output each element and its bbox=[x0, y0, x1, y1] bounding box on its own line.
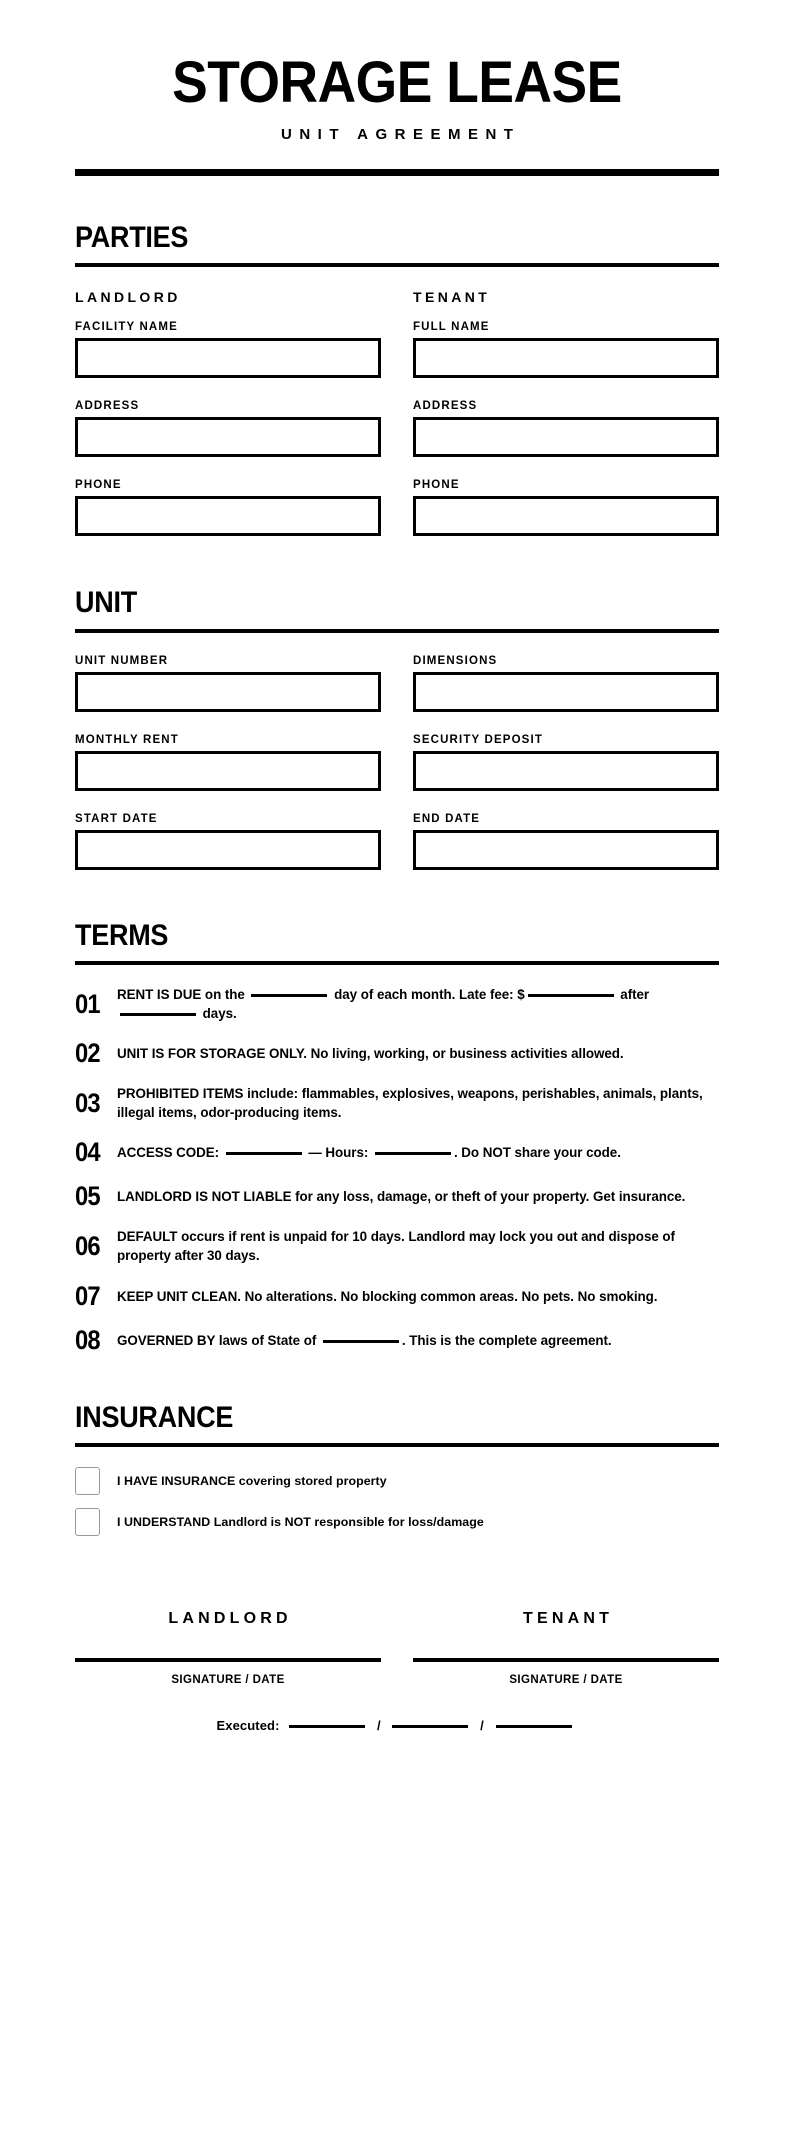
term-number: 04 bbox=[75, 1137, 100, 1168]
terms-section bbox=[75, 920, 719, 1354]
term-text bbox=[117, 1227, 719, 1265]
term-item bbox=[75, 1280, 719, 1311]
tenant-full-name-field bbox=[413, 321, 719, 378]
terms-section-title: TERMS bbox=[75, 918, 169, 952]
executed-month-blank[interactable] bbox=[289, 1725, 365, 1728]
landlord-address-field bbox=[75, 400, 381, 457]
unit-number-input[interactable] bbox=[75, 672, 381, 712]
landlord-signature-block bbox=[75, 1610, 381, 1686]
landlord-facility-name-input[interactable] bbox=[75, 338, 381, 378]
unit-row-1 bbox=[75, 655, 719, 712]
term-blank[interactable] bbox=[528, 994, 614, 997]
executed-separator-1: / bbox=[376, 1718, 381, 1734]
term-number: 01 bbox=[75, 988, 100, 1019]
insurance-checkbox-row-1[interactable] bbox=[75, 1467, 719, 1495]
term-blank[interactable] bbox=[375, 1152, 451, 1155]
unit-dimensions-label: DIMENSIONS bbox=[413, 654, 498, 667]
term-blank[interactable] bbox=[226, 1152, 302, 1155]
tenant-full-name-input[interactable] bbox=[413, 338, 719, 378]
term-blank[interactable] bbox=[251, 994, 327, 997]
understand-liability-label: I UNDERSTAND Landlord is NOT responsible for loss/damage bbox=[117, 1515, 484, 1530]
document-header bbox=[75, 0, 719, 176]
term-text-run: . This is the complete agreement. bbox=[401, 1332, 612, 1348]
header-divider bbox=[75, 169, 719, 176]
term-number: 08 bbox=[75, 1324, 100, 1355]
term-text-run: DEFAULT occurs if rent is unpaid for 10 days. Landlord may lock you out and dispose of property after 30 days. bbox=[117, 1229, 675, 1264]
term-number: 02 bbox=[75, 1038, 100, 1069]
term-text-run: RENT IS DUE on the bbox=[117, 987, 249, 1003]
term-item bbox=[75, 1139, 719, 1166]
term-text-run: days. bbox=[199, 1006, 237, 1022]
unit-start-date-field bbox=[75, 813, 381, 870]
term-item bbox=[75, 1324, 719, 1355]
executed-label: Executed: bbox=[216, 1718, 280, 1734]
term-text bbox=[117, 1084, 719, 1122]
tenant-address-field bbox=[413, 400, 719, 457]
tenant-full-name-label: FULL NAME bbox=[413, 321, 490, 334]
landlord-signature-party: LANDLORD bbox=[168, 1610, 292, 1628]
insurance-checkbox-row-2[interactable] bbox=[75, 1508, 719, 1536]
term-text bbox=[117, 1143, 719, 1162]
understand-liability-checkbox[interactable] bbox=[75, 1508, 100, 1536]
insurance-checkbox-list bbox=[75, 1467, 719, 1536]
terms-divider bbox=[75, 961, 719, 965]
tenant-phone-label: PHONE bbox=[413, 479, 460, 492]
term-text-run: — Hours: bbox=[304, 1145, 372, 1161]
unit-security-deposit-input[interactable] bbox=[413, 751, 719, 791]
executed-day-blank[interactable] bbox=[392, 1725, 468, 1728]
tenant-address-input[interactable] bbox=[413, 417, 719, 457]
term-item bbox=[75, 1040, 719, 1067]
term-item bbox=[75, 1084, 719, 1122]
term-number: 06 bbox=[75, 1230, 100, 1261]
unit-section-title: UNIT bbox=[75, 586, 137, 620]
term-blank[interactable] bbox=[120, 1013, 196, 1016]
tenant-signature-party: TENANT bbox=[523, 1610, 614, 1628]
term-item bbox=[75, 985, 719, 1023]
unit-dimensions-field bbox=[413, 655, 719, 712]
tenant-signature-block bbox=[413, 1610, 719, 1686]
unit-security-deposit-field bbox=[413, 734, 719, 791]
unit-monthly-rent-input[interactable] bbox=[75, 751, 381, 791]
tenant-signature-line[interactable] bbox=[413, 1658, 719, 1662]
term-text-run: ACCESS CODE: bbox=[117, 1145, 223, 1161]
term-text-run: . Do NOT share your code. bbox=[453, 1145, 621, 1161]
page-subtitle: UNIT AGREEMENT bbox=[281, 125, 521, 143]
landlord-phone-field bbox=[75, 479, 381, 536]
signature-section bbox=[75, 1610, 719, 1686]
landlord-signature-caption: SIGNATURE / DATE bbox=[171, 1674, 285, 1687]
landlord-phone-input[interactable] bbox=[75, 496, 381, 536]
terms-list bbox=[75, 985, 719, 1353]
parties-section-title: PARTIES bbox=[75, 220, 189, 254]
term-text-run: GOVERNED BY laws of State of bbox=[117, 1332, 320, 1348]
unit-end-date-field bbox=[413, 813, 719, 870]
term-text-run: UNIT IS FOR STORAGE ONLY. No living, working, or business activities allowed. bbox=[117, 1046, 624, 1062]
tenant-heading: TENANT bbox=[413, 289, 491, 306]
landlord-facility-name-field bbox=[75, 321, 381, 378]
executed-line bbox=[75, 1718, 719, 1793]
landlord-address-label: ADDRESS bbox=[75, 400, 140, 413]
insurance-divider bbox=[75, 1443, 719, 1447]
tenant-address-label: ADDRESS bbox=[413, 400, 478, 413]
term-text-run: day of each month. Late fee: $ bbox=[330, 987, 525, 1003]
term-text bbox=[117, 1287, 719, 1306]
landlord-phone-label: PHONE bbox=[75, 479, 122, 492]
landlord-address-input[interactable] bbox=[75, 417, 381, 457]
term-text bbox=[117, 985, 719, 1023]
term-blank[interactable] bbox=[323, 1340, 399, 1343]
term-text-run: LANDLORD IS NOT LIABLE for any loss, damage, or theft of your property. Get insurance. bbox=[117, 1189, 686, 1205]
unit-dimensions-input[interactable] bbox=[413, 672, 719, 712]
unit-end-date-input[interactable] bbox=[413, 830, 719, 870]
parties-divider bbox=[75, 263, 719, 267]
term-text-run: after bbox=[616, 987, 650, 1003]
unit-number-label: UNIT NUMBER bbox=[75, 654, 169, 667]
unit-monthly-rent-label: MONTHLY RENT bbox=[75, 733, 179, 746]
have-insurance-label: I HAVE INSURANCE covering stored property bbox=[117, 1474, 387, 1489]
term-text-run: KEEP UNIT CLEAN. No alterations. No blocking common areas. No pets. No smoking. bbox=[117, 1288, 658, 1304]
insurance-section-title: INSURANCE bbox=[75, 1400, 234, 1434]
have-insurance-checkbox[interactable] bbox=[75, 1467, 100, 1495]
executed-separator-2: / bbox=[480, 1718, 484, 1734]
unit-security-deposit-label: SECURITY DEPOSIT bbox=[413, 733, 544, 746]
landlord-signature-line[interactable] bbox=[75, 1658, 381, 1662]
unit-monthly-rent-field bbox=[75, 734, 381, 791]
page-title: STORAGE LEASE bbox=[172, 50, 622, 115]
term-item bbox=[75, 1227, 719, 1265]
tenant-phone-field bbox=[413, 479, 719, 536]
landlord-column bbox=[75, 289, 381, 541]
term-text bbox=[117, 1187, 719, 1206]
landlord-facility-name-label: FACILITY NAME bbox=[75, 321, 178, 334]
unit-end-date-label: END DATE bbox=[413, 812, 481, 825]
tenant-column bbox=[413, 289, 719, 541]
unit-number-field bbox=[75, 655, 381, 712]
parties-columns bbox=[75, 289, 719, 541]
unit-row-2 bbox=[75, 734, 719, 791]
unit-row-3 bbox=[75, 813, 719, 870]
executed-year-blank[interactable] bbox=[496, 1725, 572, 1728]
parties-section bbox=[75, 222, 719, 542]
term-number: 07 bbox=[75, 1280, 100, 1311]
tenant-phone-input[interactable] bbox=[413, 496, 719, 536]
term-text bbox=[117, 1331, 719, 1350]
term-number: 03 bbox=[75, 1087, 100, 1118]
landlord-heading: LANDLORD bbox=[75, 289, 181, 306]
unit-divider bbox=[75, 629, 719, 633]
term-number: 05 bbox=[75, 1181, 100, 1212]
unit-start-date-input[interactable] bbox=[75, 830, 381, 870]
tenant-signature-caption: SIGNATURE / DATE bbox=[509, 1674, 623, 1687]
term-text bbox=[117, 1044, 719, 1063]
unit-section bbox=[75, 587, 719, 870]
unit-start-date-label: START DATE bbox=[75, 812, 158, 825]
term-text-run: PROHIBITED ITEMS include: flammables, explosives, weapons, perishables, animals, plants, illegal items, odor-producing items. bbox=[117, 1086, 703, 1121]
insurance-section bbox=[75, 1402, 719, 1537]
term-item bbox=[75, 1183, 719, 1210]
